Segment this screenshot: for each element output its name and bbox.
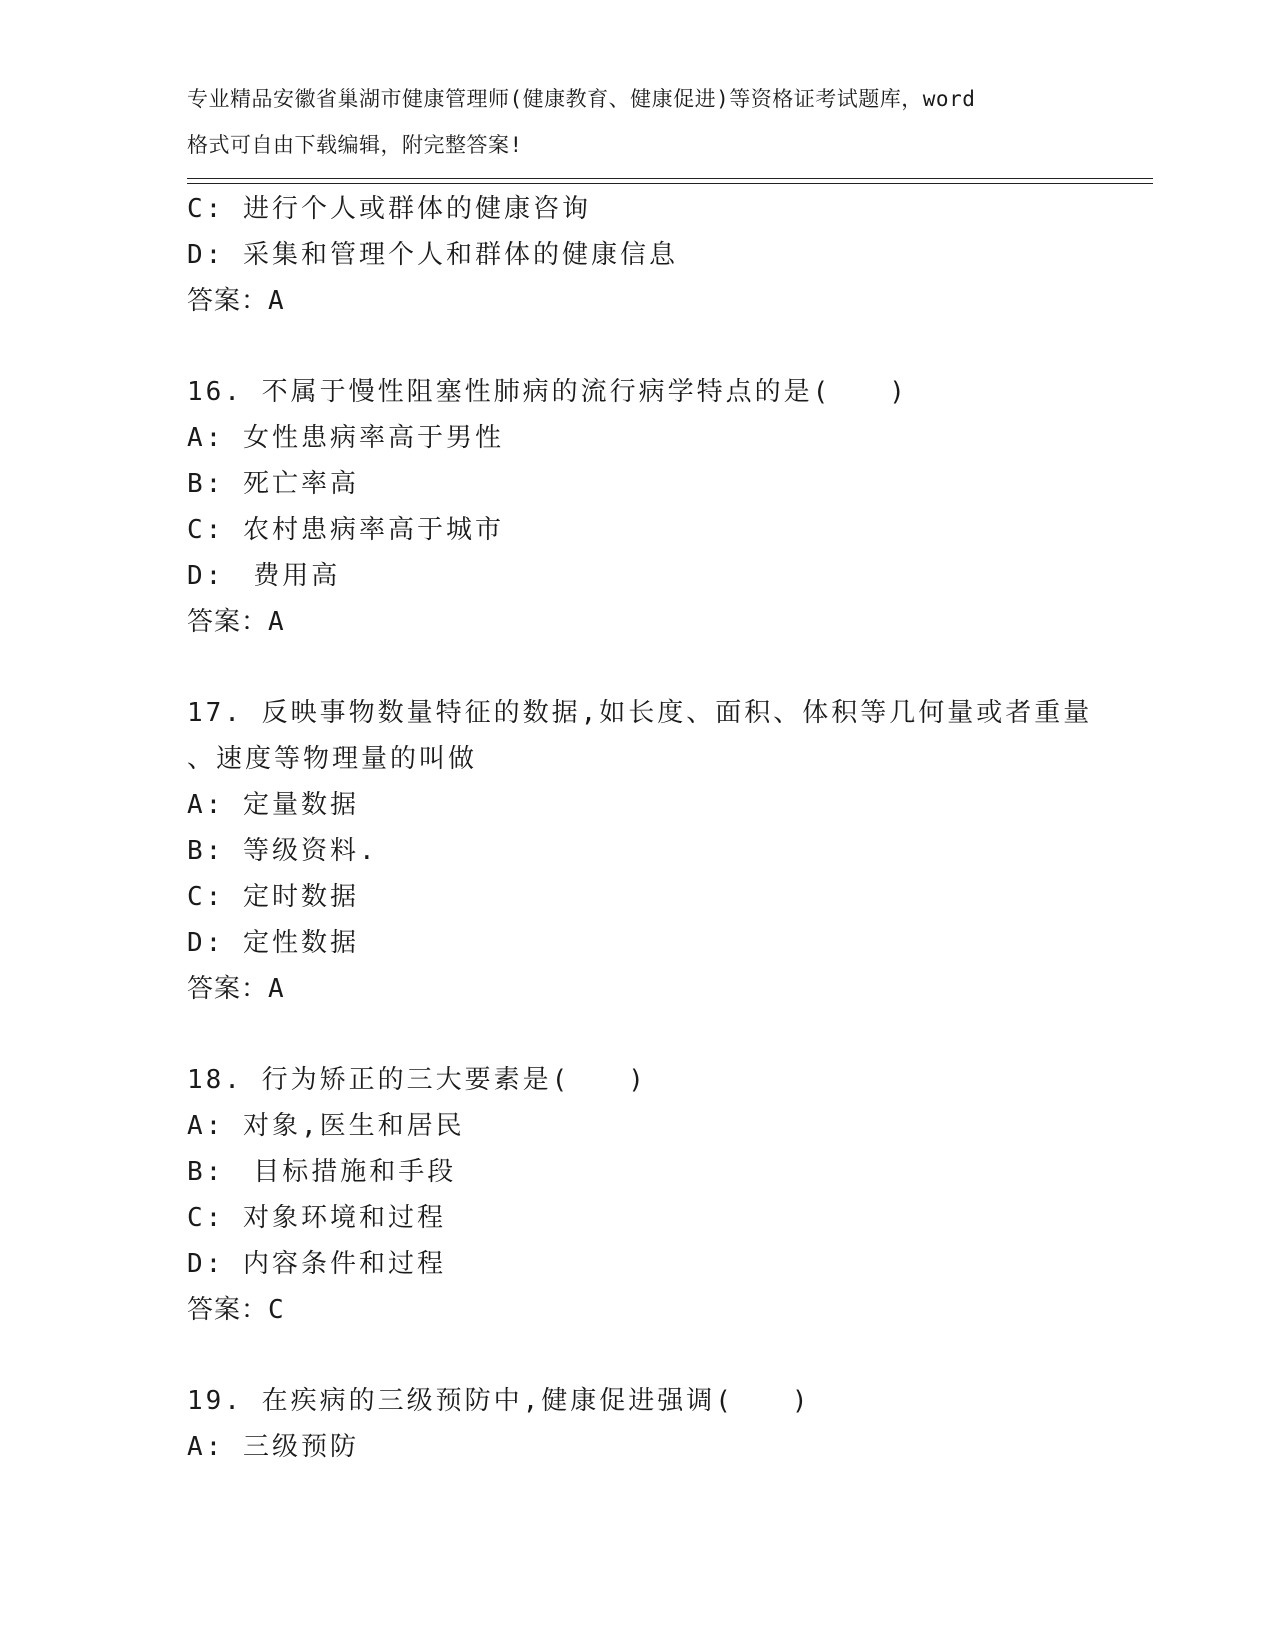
question-title-line-2: 、速度等物理量的叫做 <box>187 744 478 774</box>
answer-label: 答案： <box>187 974 269 1004</box>
spacer <box>187 645 1147 690</box>
option-b: B: 死亡率高 <box>187 469 359 499</box>
option-c: C: 对象环境和过程 <box>187 1203 446 1233</box>
question-block-18 <box>187 1057 1147 1333</box>
question-title: 16. 不属于慢性阻塞性肺病的流行病学特点的是( ) <box>187 377 908 407</box>
document-header <box>187 76 1087 168</box>
question-list <box>187 186 1147 1470</box>
spacer <box>187 1333 1147 1378</box>
option-c: C: 进行个人或群体的健康咨询 <box>187 194 591 224</box>
spacer <box>187 1012 1147 1057</box>
answer-value: A <box>268 286 285 316</box>
question-title-line-1: 17. 反映事物数量特征的数据,如长度、面积、体积等几何量或者重量 <box>187 698 1093 728</box>
option-d: D: 内容条件和过程 <box>187 1249 446 1279</box>
option-d: D: 采集和管理个人和群体的健康信息 <box>187 240 678 270</box>
answer-label: 答案： <box>187 286 269 316</box>
header-divider-top <box>187 178 1153 179</box>
option-a: A: 三级预防 <box>187 1432 359 1462</box>
option-b: B: 等级资料. <box>187 836 378 866</box>
option-a: A: 定量数据 <box>187 790 359 820</box>
answer-value: A <box>268 974 285 1004</box>
option-a: A: 女性患病率高于男性 <box>187 423 504 453</box>
question-title: 18. 行为矫正的三大要素是( ) <box>187 1065 647 1095</box>
option-c: C: 定时数据 <box>187 882 359 912</box>
spacer <box>187 324 1147 369</box>
answer-line <box>187 599 1147 645</box>
answer-label: 答案： <box>187 1295 269 1325</box>
option-c: C: 农村患病率高于城市 <box>187 515 504 545</box>
question-block-15 <box>187 186 1147 324</box>
option-b: B: 目标措施和手段 <box>187 1157 457 1187</box>
answer-value: A <box>268 607 285 637</box>
question-title: 19. 在疾病的三级预防中,健康促进强调( ) <box>187 1386 811 1416</box>
question-block-17 <box>187 690 1147 1012</box>
question-block-19 <box>187 1378 1147 1470</box>
answer-line <box>187 966 1147 1012</box>
answer-label: 答案： <box>187 607 269 637</box>
answer-value: C <box>268 1295 285 1325</box>
header-divider-bottom <box>187 183 1153 184</box>
header-line-2: 格式可自由下载编辑，附完整答案! <box>187 133 523 157</box>
answer-line <box>187 1287 1147 1333</box>
question-block-16 <box>187 369 1147 645</box>
option-a: A: 对象,医生和居民 <box>187 1111 465 1141</box>
option-d: D: 定性数据 <box>187 928 359 958</box>
option-d: D: 费用高 <box>187 561 341 591</box>
header-line-1: 专业精品安徽省巢湖市健康管理师(健康教育、健康促进)等资格证考试题库，word <box>187 87 976 111</box>
answer-line <box>187 278 1147 324</box>
